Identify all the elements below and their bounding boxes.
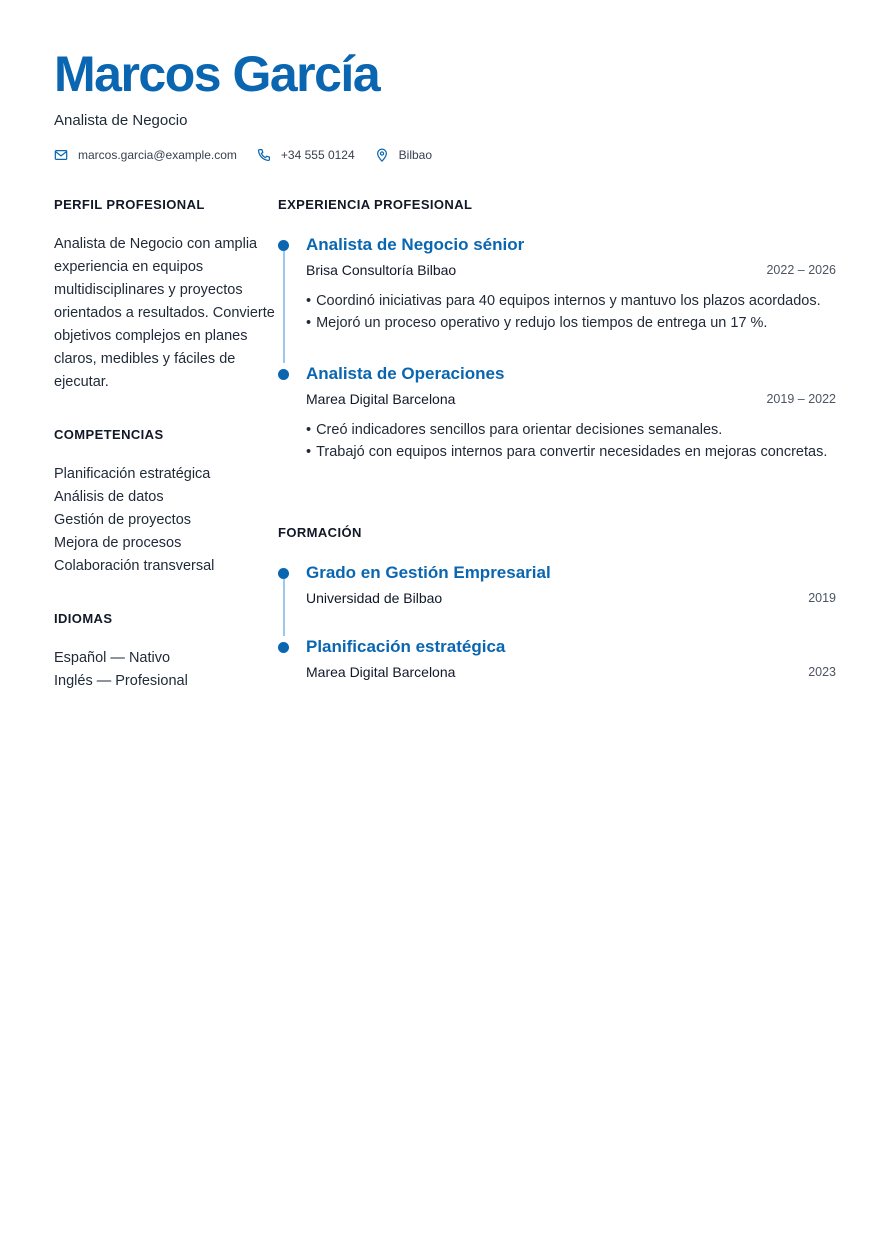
timeline-dot [278, 240, 289, 251]
timeline-dot [278, 642, 289, 653]
languages-section [54, 611, 278, 693]
profile-text: Analista de Negocio con amplia experiencia en equipos multidisciplinares y proyectos orientados a resultados. Convierte objetivos complejos en planes claros, medibles y fáciles de ejecutar. [54, 236, 275, 390]
experience-timeline [278, 234, 836, 492]
languages-heading: IDIOMAS [54, 611, 113, 626]
degree-title: Grado en Gestión Empresarial [306, 563, 551, 582]
job-title: Analista de Negocio sénior [306, 235, 525, 254]
language-item: Español — Nativo [54, 650, 171, 666]
phone-text: +34 555 0124 [280, 148, 355, 162]
education-meta [306, 588, 836, 608]
experience-heading: EXPERIENCIA PROFESIONAL [278, 197, 473, 212]
skills-section [54, 427, 278, 578]
contact-email[interactable] [54, 148, 237, 162]
education-item [278, 562, 836, 636]
contact-bar [54, 148, 836, 162]
school-name: Universidad de Bilbao [306, 590, 443, 606]
job-bullets [306, 419, 836, 463]
job-bullets [306, 290, 836, 334]
email-text: marcos.garcia@example.com [78, 148, 237, 162]
timeline-line [283, 579, 285, 636]
map-pin-icon [375, 148, 389, 162]
job-bullet: • Creó indicadores sencillos para orientar decisiones semanales. [306, 419, 836, 441]
job-bullet: • Trabajó con equipos internos para convertir necesidades en mejoras concretas. [306, 441, 836, 463]
education-meta [306, 662, 836, 682]
education-item [278, 636, 836, 710]
language-item: Inglés — Profesional [54, 673, 188, 689]
mail-icon [54, 148, 68, 162]
skill-item: Colaboración transversal [54, 558, 215, 574]
candidate-name: Marcos García [54, 46, 380, 102]
skills-list [54, 463, 278, 578]
experience-section [278, 197, 836, 492]
job-dates: 2022 – 2026 [766, 263, 836, 277]
education-timeline [278, 562, 836, 710]
skill-item: Gestión de proyectos [54, 512, 192, 528]
skill-item: Planificación estratégica [54, 466, 211, 482]
skill-item: Mejora de procesos [54, 535, 182, 551]
contact-phone[interactable] [257, 148, 355, 162]
job-title: Analista de Operaciones [306, 364, 505, 383]
job-dates: 2019 – 2022 [766, 392, 836, 406]
languages-list [54, 647, 278, 693]
timeline-line [283, 251, 285, 363]
skills-heading: COMPETENCIAS [54, 427, 164, 442]
degree-title: Planificación estratégica [306, 637, 506, 656]
job-bullet: • Mejoró un proceso operativo y redujo los tiempos de entrega un 17 %. [306, 312, 836, 334]
timeline-dot [278, 369, 289, 380]
left-column [54, 197, 278, 710]
education-year: 2023 [808, 665, 836, 679]
right-column [278, 197, 836, 710]
contact-location [375, 148, 432, 162]
location-text: Bilbao [398, 148, 433, 162]
skill-item: Análisis de datos [54, 489, 164, 505]
resume-body [54, 197, 836, 710]
phone-icon [257, 148, 271, 162]
resume-header [54, 44, 836, 162]
experience-item [278, 234, 836, 363]
timeline-dot [278, 568, 289, 579]
education-section [278, 525, 836, 710]
job-meta [306, 389, 836, 409]
profile-section [54, 197, 278, 394]
profile-heading: PERFIL PROFESIONAL [54, 197, 205, 212]
job-meta [306, 260, 836, 280]
company-name: Brisa Consultoría Bilbao [306, 262, 457, 278]
experience-item [278, 363, 836, 492]
education-heading: FORMACIÓN [278, 525, 362, 540]
job-bullet: • Coordinó iniciativas para 40 equipos internos y mantuvo los plazos acordados. [306, 290, 836, 312]
school-name: Marea Digital Barcelona [306, 664, 456, 680]
education-year: 2019 [808, 591, 836, 605]
company-name: Marea Digital Barcelona [306, 391, 456, 407]
candidate-role: Analista de Negocio [54, 112, 188, 129]
